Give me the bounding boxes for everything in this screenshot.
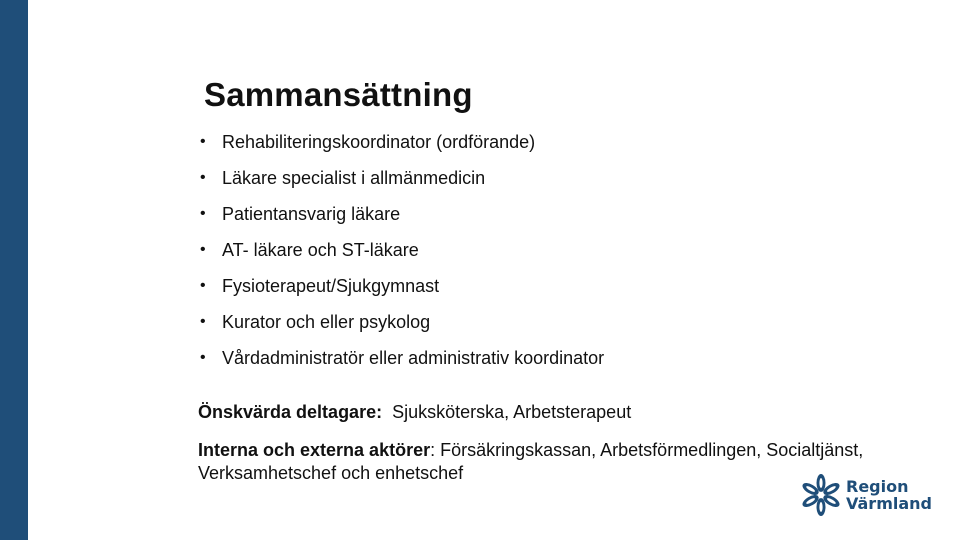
list-item [198, 160, 604, 196]
bullet-icon: • [200, 241, 206, 258]
list-item [198, 304, 604, 340]
members-list [198, 124, 604, 376]
bullet-icon: • [200, 133, 206, 150]
logo-line-region: Region [846, 477, 909, 496]
list-item [198, 196, 604, 232]
wanted-participants-label: Önskvärda deltagare: [198, 402, 383, 422]
region-varmland-logo [800, 473, 932, 517]
wanted-participants-text: Sjuksköterska, Arbetsterapeut [382, 402, 632, 422]
left-accent-bar [0, 0, 28, 540]
bullet-icon: • [200, 277, 206, 294]
actors-paragraph [198, 439, 878, 485]
list-item [198, 268, 604, 304]
logo-wordmark [846, 478, 932, 512]
actors-label: Interna och externa aktörer [198, 440, 431, 460]
list-item [198, 232, 604, 268]
list-item-text: Läkare specialist i allmänmedicin [222, 168, 486, 188]
actors-text: : Försäkringskassan, Arbetsförmedlingen, Socialtjänst, Verksamhetschef och enhetschef [198, 440, 864, 483]
slide-title: Sammansättning [204, 76, 473, 113]
bullet-icon: • [200, 169, 206, 186]
bullet-icon: • [200, 205, 206, 222]
wanted-participants [198, 401, 631, 424]
list-item-text: Fysioterapeut/Sjukgymnast [222, 276, 440, 296]
list-item [198, 124, 604, 160]
list-item-text: Patientansvarig läkare [222, 204, 401, 224]
star-flower-icon [800, 473, 842, 517]
list-item-text: Vårdadministratör eller administrativ koordinator [222, 348, 605, 368]
bullet-icon: • [200, 313, 206, 330]
list-item-text: Kurator och eller psykolog [222, 312, 431, 332]
list-item-text: AT- läkare och ST-läkare [222, 240, 419, 260]
logo-line-varmland: Värmland [846, 494, 932, 513]
list-item [198, 340, 604, 376]
list-item-text: Rehabiliteringskoordinator (ordförande) [222, 132, 536, 152]
bullet-icon: • [200, 349, 206, 366]
